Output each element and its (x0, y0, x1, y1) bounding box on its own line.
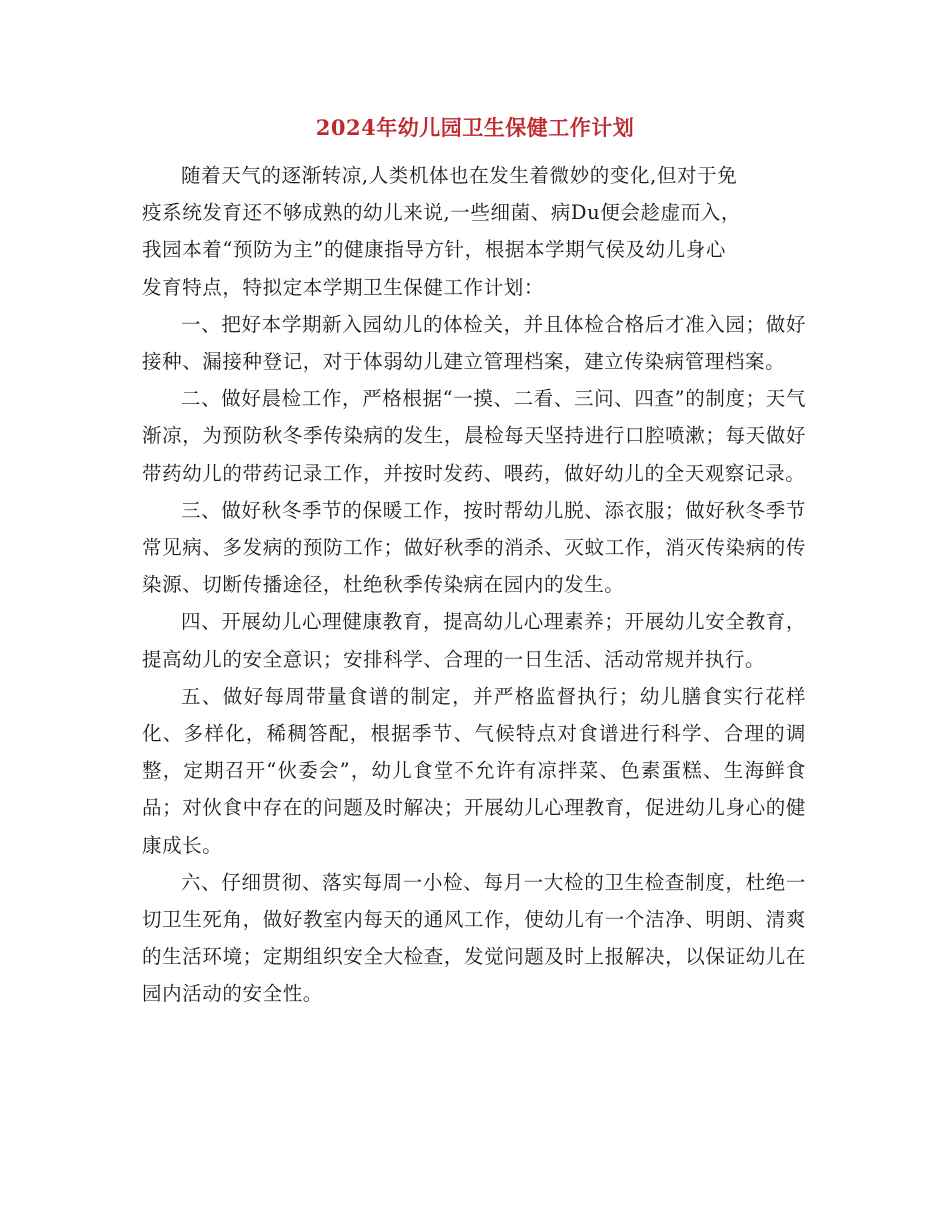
section-paragraph-3: 三、做好秋冬季节的保暖工作，按时帮幼儿脱、添衣服；做好秋冬季节常见病、多发病的预防工作；做好秋季的消杀、灭蚊工作，消灭传染病的传染源、切断传播途径，杜绝秋季传染病在园内的发生。 (142, 498, 806, 597)
intro-line: 发育特点，特拟定本学期卫生保健工作计划： (142, 275, 545, 299)
intro-paragraph (142, 157, 806, 306)
section-paragraph-6: 六、仔细贯彻、落实每周一小检、每月一大检的卫生检查制度，杜绝一切卫生死角，做好教室内每天的通风工作，使幼儿有一个洁净、明朗、清爽的生活环境；定期组织安全大检查，发觉问题及时上报解决，以保证幼儿在园内活动的安全性。 (142, 870, 806, 1006)
intro-line: 疫系统发育还不够成熟的幼儿来说,一些细菌、病Du便会趁虚而入， (142, 201, 741, 225)
intro-line: 随着天气的逐渐转凉,人类机体也在发生着微妙的变化,但对于免 (181, 164, 738, 187)
section-paragraph-1: 一、把好本学期新入园幼儿的体检关，并且体检合格后才准入园；做好接种、漏接种登记，对于体弱幼儿建立管理档案，建立传染病管理档案。 (142, 312, 806, 374)
section-paragraph-2: 二、做好晨检工作，严格根据“一摸、二看、三问、四查”的制度；天气渐凉，为预防秋冬季传染病的发生，晨检每天坚持进行口腔喷漱；每天做好带药幼儿的带药记录工作，并按时发药、喂药，做好幼儿的全天观察记录。 (142, 387, 806, 485)
document-body (142, 157, 806, 1013)
document-title: 2024年幼儿园卫生保健工作计划 (315, 115, 635, 140)
section-paragraph-4: 四、开展幼儿心理健康教育，提高幼儿心理素养；开展幼儿安全教育，提高幼儿的安全意识；安排科学、合理的一日生活、活动常规并执行。 (142, 610, 806, 671)
section-paragraph-5: 五、做好每周带量食谱的制定，并严格监督执行；幼儿膳食实行花样化、多样化，稀稠答配，根据季节、气候特点对食谱进行科学、合理的调整，定期召开“伙委会”，幼儿食堂不允许有凉拌菜、色素蛋糕、生海鲜食品；对伙食中存在的问题及时解决；开展幼儿心理教育，促进幼儿身心的健康成长。 (142, 684, 806, 857)
intro-line: 我园本着“预防为主”的健康指导方针，根据本学期气侯及幼儿身心 (142, 238, 726, 262)
